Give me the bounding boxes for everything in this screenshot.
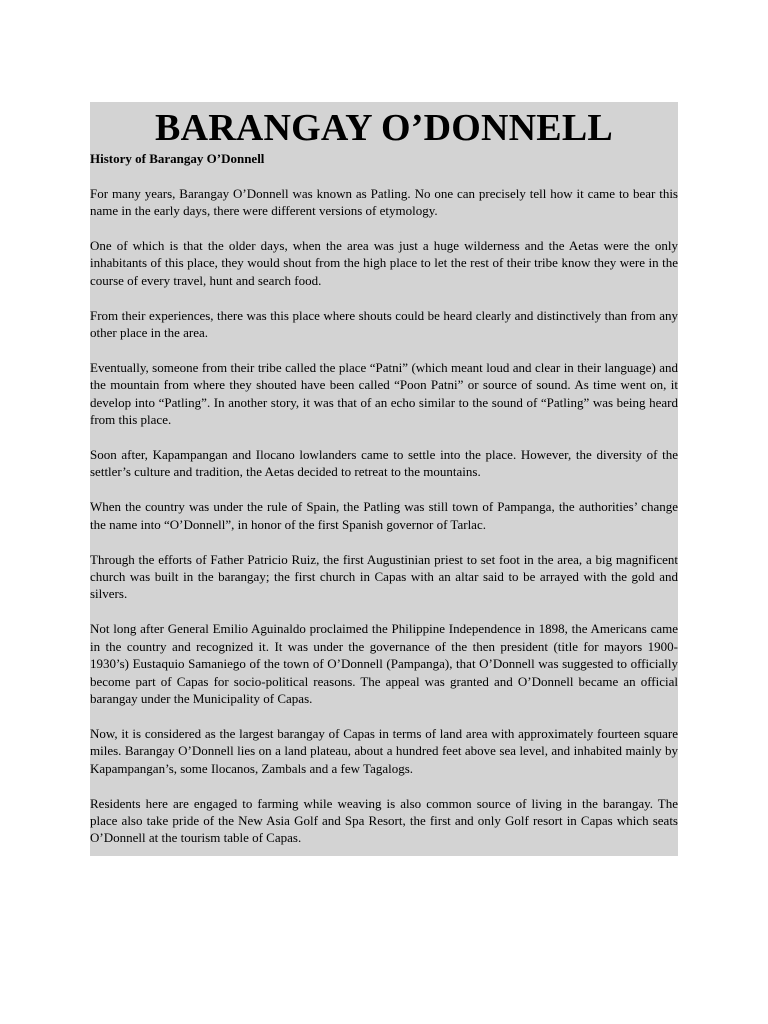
paragraph-spanish-rule: When the country was under the rule of Spain, the Patling was still town of Pampanga, the authorities’ change the name into “O’Donnell”, in honor of the first Spanish governor of Tarlac. [90, 499, 678, 532]
document-subtitle: History of Barangay O’Donnell [90, 151, 265, 166]
paragraph-experiences: From their experiences, there was this place where shouts could be heard clearly and distinctively than from any other place in the area. [90, 307, 678, 340]
paragraph-patni-origin: Eventually, someone from their tribe called the place “Patni” (which meant loud and clear in their language) and the mountain from where they shouted have been called “Poon Patni” or source of sound. As time went on, it develop into “Patling”. In another story, it was that of an echo similar to the sound of “Patling” was being heard from this place. [90, 359, 678, 428]
paragraph-livelihood: Residents here are engaged to farming while weaving is also common source of living in the barangay. The place also take pride of the New Asia Golf and Spa Resort, the first and only Golf resort in Capas which seats O’Donnell at the tourism table of Capas. [90, 795, 678, 846]
history-text-block [90, 102, 678, 856]
document-title: BARANGAY O’DONNELL [155, 107, 613, 149]
paragraph-american-era: Not long after General Emilio Aguinaldo proclaimed the Philippine Independence in 1898, the Americans came in the country and recognized it. It was under the governance of the then president (title for mayors 1900-1930’s) Eustaquio Samaniego of the town of O’Donnell (Pampanga), that O’Donnell was suggested to officially become part of Capas for socio-political reasons. The appeal was granted and O’Donnell became an official barangay under the Municipality of Capas. [90, 621, 678, 706]
paragraph-settlers: Soon after, Kapampangan and Ilocano lowlanders came to settle into the place. However, the diversity of the settler’s culture and tradition, the Aetas decided to retreat to the mountains. [90, 446, 678, 480]
paragraph-etymology: For many years, Barangay O’Donnell was known as Patling. No one can precisely tell how it came to bear this name in the early days, there were different versions of etymology. [90, 185, 678, 218]
paragraph-land-area: Now, it is considered as the largest barangay of Capas in terms of land area with approximately fourteen square miles. Barangay O’Donnell lies on a land plateau, about a hundred feet above sea level, and inhabited mainly by Kapampangan’s, some Ilocanos, Zambals and a few Tagalogs. [90, 725, 678, 776]
paragraph-church: Through the efforts of Father Patricio Ruiz, the first Augustinian priest to set foot in the area, a big magnificent church was built in the barangay; the first church in Capas with an altar said to be arrayed with the gold and silvers. [90, 551, 678, 602]
paragraph-aetas-shout: One of which is that the older days, when the area was just a huge wilderness and the Aetas were the only inhabitants of this place, they would shout from the high place to let the rest of their tribe know they were in the course of every travel, hunt and search food. [90, 237, 678, 288]
